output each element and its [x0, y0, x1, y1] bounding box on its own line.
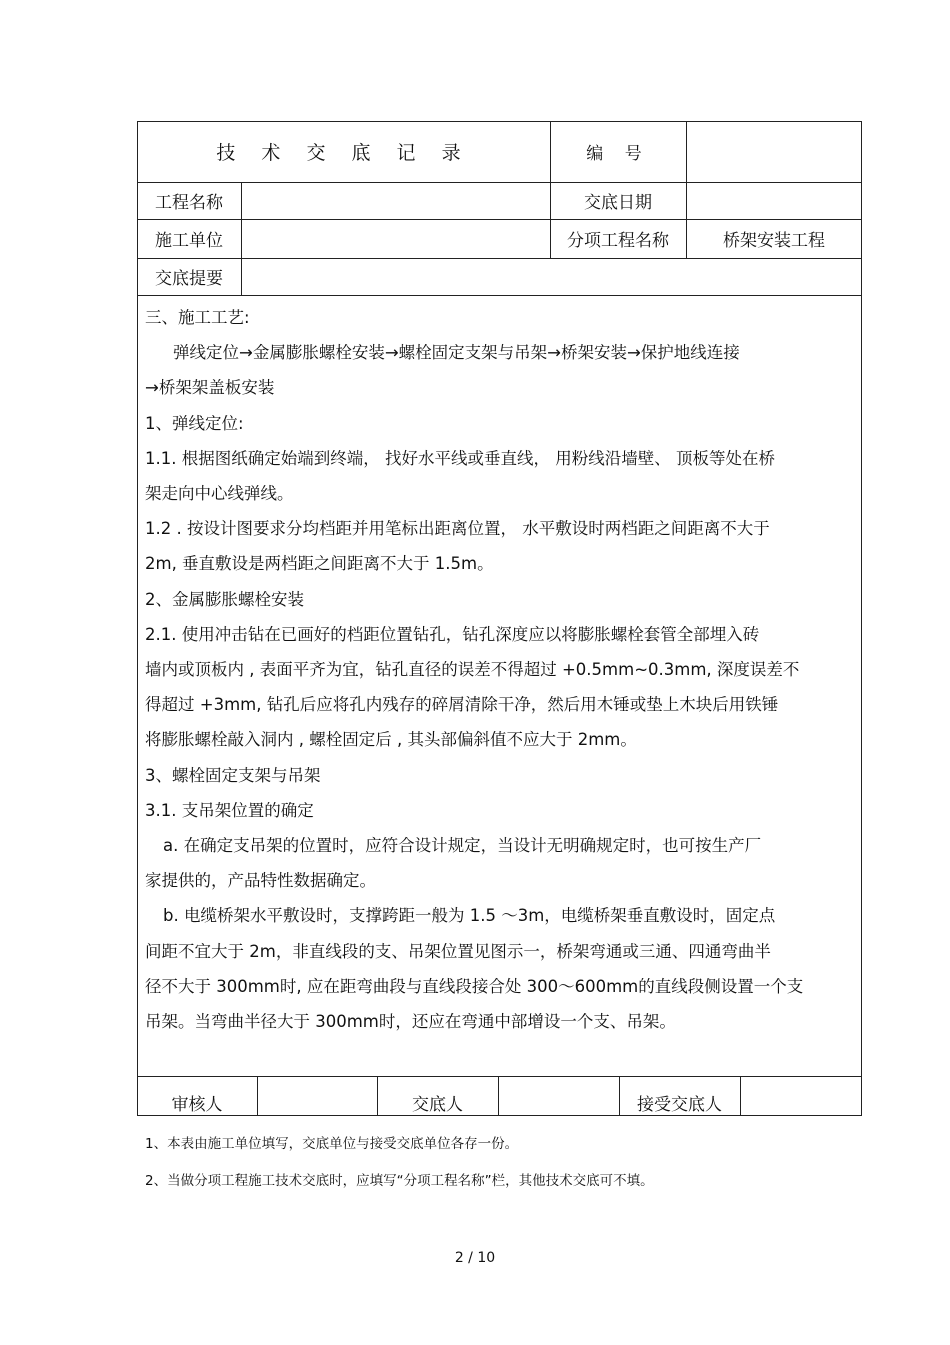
- row-divider: [137, 295, 862, 296]
- summary-field[interactable]: [241, 258, 862, 295]
- number-field[interactable]: [686, 121, 862, 182]
- reviewer-label: 审核人: [171, 1094, 223, 1115]
- disclosure-content: [145, 300, 855, 1039]
- paragraph-line: 1.1. 根据图纸确定始端到终端， 找好水平线或垂直线， 用粉线沿墙壁、 顶板等处在桥: [145, 448, 775, 468]
- receiver-field[interactable]: [740, 1076, 862, 1116]
- paragraph-line: 径不大于 300mm时, 应在距弯曲段与直线段接合处 300～600mm的直线段侧设置一个支: [145, 976, 804, 996]
- subproject-name-field[interactable]: 桥架安装工程: [723, 231, 825, 251]
- process-flow: 弹线定位→金属膨胀螺栓安装→螺栓固定支架与吊架→桥架安装→保护地线连接: [173, 343, 740, 363]
- paragraph-line: 吊架。当弯曲半径大于 300mm时，还应在弯通中部增设一个支、吊架。: [145, 1012, 676, 1032]
- discloser-label: 交底人: [412, 1094, 463, 1115]
- receiver-label: 接受交底人: [637, 1094, 722, 1115]
- subsection-heading: 1、弹线定位:: [145, 413, 244, 433]
- paragraph-line: 间距不宜大于 2m，非直线段的支、吊架位置见图示一，桥架弯通或三通、四通弯曲半: [145, 941, 771, 961]
- project-name-label: 工程名称: [155, 193, 223, 213]
- reviewer-field[interactable]: [257, 1076, 377, 1116]
- paragraph-line: 得超过 +3mm, 钻孔后应将孔内残存的碎屑清除干净，然后用木锤或垫上木块后用铁锤: [145, 695, 779, 715]
- paragraph-line: 2m, 垂直敷设是两档距之间距离不大于 1.5m。: [145, 554, 494, 574]
- paragraph-line: 1.2 . 按设计图要求分均档距并用笔标出距离位置， 水平敷设时两档距之间距离不大于: [145, 519, 770, 539]
- form-title: 技 术 交 底 记 录: [216, 142, 471, 164]
- paragraph-line: 2.1. 使用冲击钻在已画好的档距位置钻孔，钻孔深度应以将膨胀螺栓套管全部埋入砖: [145, 624, 760, 644]
- paragraph-line: 将膨胀螺栓敲入洞内 , 螺栓固定后 , 其头部偏斜值不应大于 2mm。: [145, 730, 637, 750]
- paragraph-line: 家提供的，产品特性数据确定。: [145, 871, 376, 891]
- construction-unit-label: 施工单位: [155, 231, 223, 251]
- paragraph-line: 墙内或顶板内 , 表面平齐为宜，钻孔直径的误差不得超过 +0.5mm~0.3mm, 深度误差不: [145, 660, 800, 680]
- footnote: 2、当做分项工程施工技术交底时，应填写“分项工程名称”栏，其他技术交底可不填。: [145, 1173, 654, 1189]
- number-label: 编 号: [586, 144, 650, 164]
- page-number: 2 / 10: [454, 1250, 496, 1266]
- subsection-heading: 3、螺栓固定支架与吊架: [145, 765, 321, 785]
- disclosure-date-field[interactable]: [686, 182, 862, 219]
- disclosure-date-label: 交底日期: [584, 193, 652, 213]
- paragraph-line: a. 在确定支吊架的位置时，应符合设计规定，当设计无明确规定时，也可按生产厂: [163, 836, 762, 856]
- process-flow-continued: →桥架架盖板安装: [145, 378, 275, 398]
- discloser-field[interactable]: [498, 1076, 619, 1116]
- section-heading: 三、施工工艺:: [145, 308, 250, 327]
- subproject-name-label: 分项工程名称: [567, 231, 669, 251]
- construction-unit-field[interactable]: [241, 219, 550, 258]
- paragraph-line: b. 电缆桥架水平敷设时，支撑跨距一般为 1.5 ～3m，电缆桥架垂直敷设时，固定点: [163, 906, 776, 926]
- footnote: 1、本表由施工单位填写，交底单位与接受交底单位各存一份。: [145, 1136, 519, 1152]
- paragraph-line: 架走向中心线弹线。: [145, 484, 294, 504]
- subsection-heading: 2、金属膨胀螺栓安装: [145, 589, 304, 609]
- project-name-field[interactable]: [241, 182, 550, 219]
- summary-label: 交底提要: [155, 269, 223, 289]
- paragraph-line: 3.1. 支吊架位置的确定: [145, 800, 314, 820]
